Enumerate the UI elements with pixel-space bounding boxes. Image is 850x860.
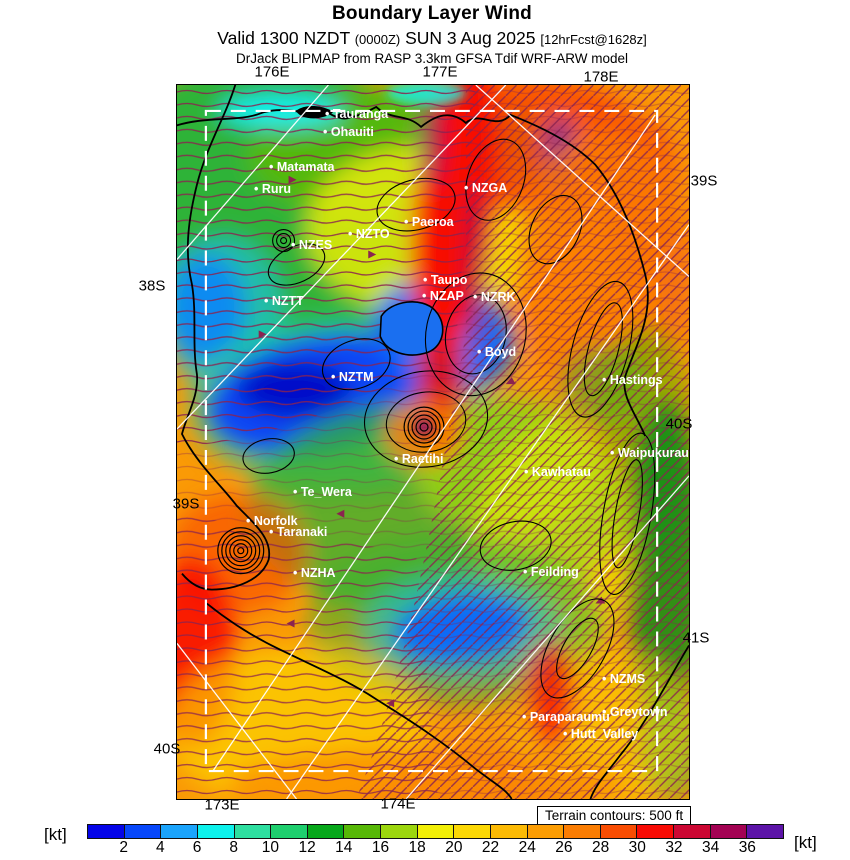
station-label-nztm: • NZTM	[331, 370, 374, 385]
graticule-label-174e: 174E	[380, 795, 416, 813]
colorbar-segment	[637, 825, 674, 838]
station-label-taupo: • Taupo	[423, 273, 468, 288]
station-label-feilding: • Feilding	[523, 565, 579, 580]
model-line: DrJack BLIPMAP from RASP 3.3km GFSA Tdif WRF-ARW model	[235, 51, 629, 66]
colorbar-tick-34: 34	[702, 839, 720, 856]
colorbar-segment	[235, 825, 272, 838]
station-label-nzga: • NZGA	[464, 181, 508, 196]
station-label-hutt_valley: • Hutt_Valley	[563, 727, 639, 742]
station-label-te_wera: • Te_Wera	[293, 485, 352, 500]
station-label-kawhatau: • Kawhatau	[524, 465, 591, 480]
colorbar-tick-16: 16	[371, 839, 390, 856]
graticule-label-39s: 39S	[690, 172, 718, 190]
colorbar-segment	[674, 825, 711, 838]
colorbar-tick-32: 32	[665, 839, 683, 856]
station-label-hastings: • Hastings	[602, 373, 663, 388]
station-label-greytown: • Greytown	[602, 705, 668, 720]
colorbar-segment	[88, 825, 125, 838]
colorbar-segment	[491, 825, 528, 838]
station-label-tauranga: • Tauranga	[325, 107, 389, 122]
colorbar-unit-left: [kt]	[44, 825, 67, 844]
station-label-nzap: • NZAP	[422, 289, 464, 304]
colorbar-ticks	[87, 840, 784, 858]
station-label-boyd: • Boyd	[477, 345, 517, 360]
colorbar-tick-22: 22	[481, 839, 500, 856]
colorbar-segment	[418, 825, 455, 838]
colorbar-segment	[161, 825, 198, 838]
colorbar-tick-30: 30	[628, 839, 646, 856]
colorbar-tick-20: 20	[445, 839, 463, 856]
colorbar-segment	[454, 825, 491, 838]
colorbar-segment	[344, 825, 381, 838]
station-label-waipukurau: • Waipukurau	[610, 446, 689, 461]
terrain-note: Terrain contours: 500 ft	[537, 806, 691, 826]
valid-fcst: [12hrFcst@1628z]	[540, 32, 647, 47]
colorbar-tick-8: 8	[229, 839, 239, 856]
colorbar-tick-24: 24	[518, 839, 536, 856]
page-title: Boundary Layer Wind	[332, 3, 532, 24]
colorbar-segment	[528, 825, 565, 838]
valid-time-line	[0, 28, 850, 49]
colorbar-segment	[271, 825, 308, 838]
station-label-paraparaumu: • Paraparaumu	[522, 710, 610, 725]
colorbar-tick-2: 2	[119, 839, 128, 856]
valid-prefix: Valid 1300 NZDT	[217, 28, 350, 48]
valid-zulu: (0000Z)	[354, 32, 401, 47]
graticule-label-38s: 38S	[138, 277, 166, 295]
station-label-paeroa: • Paeroa	[404, 215, 454, 230]
station-label-ruru: • Ruru	[254, 182, 292, 197]
station-label-ohauiti: • Ohauiti	[323, 125, 374, 140]
colorbar-unit-right: [kt]	[794, 833, 817, 852]
colorbar-segment	[564, 825, 601, 838]
station-label-nzha: • NZHA	[293, 566, 336, 581]
colorbar-segment	[125, 825, 162, 838]
colorbar-tick-6: 6	[192, 839, 202, 856]
colorbar-segment	[198, 825, 235, 838]
chart-header	[0, 0, 850, 66]
station-label-nzes: • NZES	[291, 238, 333, 253]
graticule-label-173e: 173E	[204, 796, 240, 814]
station-label-nzto: • NZTO	[348, 227, 390, 242]
colorbar-tick-36: 36	[738, 839, 756, 856]
station-label-nztt: • NZTT	[264, 294, 304, 309]
station-label-norfolk: • Norfolk	[246, 514, 298, 529]
colorbar-segment	[601, 825, 638, 838]
colorbar-segment	[747, 825, 783, 838]
colorbar-segment	[711, 825, 748, 838]
graticule-label-176e: 176E	[254, 63, 290, 81]
station-label-nzrk: • NZRK	[473, 290, 516, 305]
station-label-nzms: • NZMS	[602, 672, 646, 687]
colorbar-tick-12: 12	[298, 839, 316, 856]
colorbar-tick-26: 26	[555, 839, 573, 856]
station-label-raetihi: • Raetihi	[394, 452, 444, 467]
graticule-label-39s: 39S	[172, 495, 200, 513]
valid-date: SUN 3 Aug 2025	[405, 28, 536, 48]
colorbar-tick-28: 28	[591, 839, 610, 856]
graticule-label-41s: 41S	[682, 629, 710, 647]
colorbar	[87, 824, 784, 839]
colorbar-tick-4: 4	[156, 839, 165, 856]
colorbar-tick-10: 10	[261, 839, 280, 856]
graticule-label-178e: 178E	[583, 68, 619, 86]
graticule-label-177e: 177E	[422, 63, 458, 81]
station-label-taranaki: • Taranaki	[269, 525, 328, 540]
graticule-label-40s: 40S	[665, 415, 693, 433]
colorbar-tick-14: 14	[335, 839, 353, 856]
colorbar-segment	[381, 825, 418, 838]
colorbar-segment	[308, 825, 345, 838]
station-label-matamata: • Matamata	[269, 160, 335, 175]
colorbar-tick-18: 18	[408, 839, 426, 856]
graticule-label-40s: 40S	[153, 740, 181, 758]
